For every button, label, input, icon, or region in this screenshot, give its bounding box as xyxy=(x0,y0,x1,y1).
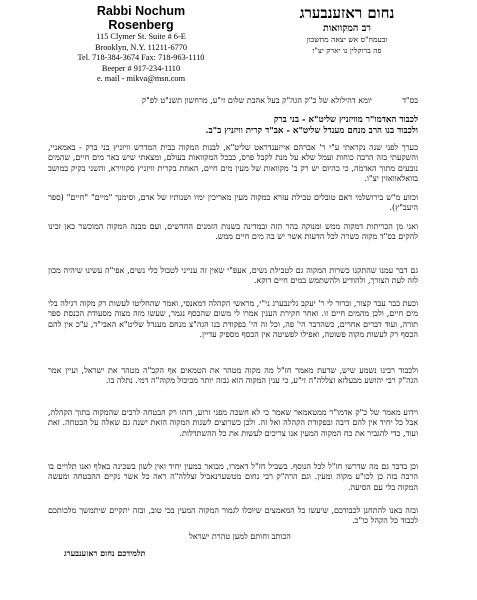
bsd-mark: בס"ד xyxy=(402,96,418,105)
body-paragraph xyxy=(48,506,418,527)
body-paragraph xyxy=(48,408,418,439)
paragraph-text: כערך לפני שנה נקראתי ע"י ר' אברהם אייזענדראט שליט"א, לבנות המקוה בבית המדרש וויזניץ בני ברק - באמאניי, והשקעתי בזה הרבה כוחות ועמל שלא על מנת לקבל פרס, כבכל המקוואות בעולם, ומצאתי שיש באר מים חיים, שהמים נובעים מתוך האדמה, כי כהיום יש רק ב' מקוואות של מעין מים חיים, האחת בקרית וויזניץ סקווירא, והשני בקיק במושב בוואלאוואזין יצ"ו. xyxy=(48,143,418,184)
paragraph-text: וכעת כבר עבר קצור, וברור לי ר' יעקב גלינבערג ני"י, מראשי הקהלה דמאנסי, ואמר שהחליטו לעשות רק מקוה רגילה בלי מים חיים, ולכן מהמים חיים זו. ואחר חקירת הענין אמרו לי משום שהכסף נגמר, שעשו מזה מצוה מסעודת הכנסת ספר תורה, ועוד דברים אחרים, כשהדבר הי' פה, וכל זה הי' בפקודת בנו הגה"צ מנחם מענדל שליט"א האבי"ד, ע"כ אין להם הכסף רק לעשות מקוה פשוטה, ואפילו לפשיטה אין הכסף מספיק עדיין. xyxy=(48,299,419,340)
letterhead-english-name: Rabbi Nochum Rosenberg xyxy=(96,4,186,32)
body-paragraph xyxy=(48,266,418,287)
body-paragraph xyxy=(48,143,418,185)
recipient-line: לכבוד האדמו"ר מוויזניץ שליט"א - בני ברק xyxy=(273,115,418,125)
body-paragraph xyxy=(48,299,418,341)
paragraph-text: גם דבר עמנו שהתקנו כשרות המקוה גם לטבילת נשים, אעפ"י שאין זה ענייני לטבול כלי נשים, אפי"ה עשינו שיהיה מכון לזה לעת הצורך, ולהודיע ולהשתמש במים חיים דוקא. xyxy=(48,266,418,286)
paragraph-text: וכזוע מ"ש בירושלמי דאם טובלים טבילת עזרא במקוה מעין מאריכין ימיו ושנותיו של אדם, וסימנך "מיים" "חיים" (ספר היעב"ץ). xyxy=(48,193,418,213)
letterhead-hebrew-title: רב המקוואות xyxy=(323,23,371,34)
letter-date: יומא דהילולא של כ"ק הגה"ק בעל אהבת שלום זי"ע, מרחשון תשנ"ט לפ"ק xyxy=(141,96,372,105)
paragraph-text: וידוע מאמר של כ"ק אדמו"ר ממטאמאר שאמר כי לא חשכה מפני זרוע, דזהו רק הבטחה לרבים שהמקוה בתוך הקהלה, אבל כל יחיד אין להם דיבה ובפקודת הקהלה ואל זה. ולכן כשרוצים לשנות המקוה הזאת ישנה גם שאלה על הבטחה. זאת ועוד, כדי להגביר את כח המקוה המעין אנו צריכים לעשות את כל ההשתדלות. xyxy=(48,408,418,438)
letterhead-hebrew-line: ובעמח"ס אש יצאה מחשבון xyxy=(306,35,388,44)
recipient-line: ולכבוד בנו הרב מנחם מענדל שליט"א - אב"ד קרית וויזניץ ב"ב. xyxy=(205,125,418,136)
paragraph-text: וכן בדבר גם מה שדרשו חז"ל לכל הנוסף. בשביל חז"ל דאמרו, מבואר במעין יחיד ואין לשון בשכינה באלף ואנו תלויים בו הרבה בזה כן לכו"ע מקוה ומעין. וגם הרה"ק רבי נחום מטשערנאביל זצללה"ה ראה כל אשר נקיים ההבטחה ומעשה המקוה בלי עם הסיעה. xyxy=(48,462,419,492)
body-paragraph xyxy=(48,193,418,214)
letterhead-phone-line: Tel. 718-384-3674 Fax: 718-963-1110 xyxy=(77,53,205,63)
letterhead-hebrew xyxy=(272,4,422,56)
closing-line: הכותב וחותם למען טהרת ישראל xyxy=(189,532,291,541)
letterhead-hebrew-line: פה ברוקלין נו יארק יצ"ו xyxy=(312,45,382,55)
body-paragraph xyxy=(48,366,418,387)
paragraph-text: ולכבוד רבינו נשמע שיש, שדעת מאמר חז"ל מה מקוה מטהר את הטמאים אף הקב"ה מטהר את ישראל, ועיין אמר הגה"ק רבי יהושע מבעלזא זצללה"ה זי"ע, כי ענין המקוה הוא גבוה יותר מכיכול מקוה"ה דמי. נתלה בו. xyxy=(48,366,418,386)
letterhead-beeper-line: Beeper # 917-234-1110 xyxy=(101,63,181,73)
body-paragraph xyxy=(48,222,418,243)
body-paragraph xyxy=(48,462,418,493)
letterhead-city-line: Brooklyn, N.Y. 11211-6770 xyxy=(94,42,188,52)
letterhead-hebrew-name: נחום ראזענבערג xyxy=(299,4,395,22)
letterhead-english xyxy=(66,4,216,85)
letterhead-email-line: e. mail - mikva@msn.com xyxy=(96,74,186,84)
signature: תלמידכם נחום ראזענבערג xyxy=(64,548,146,558)
paragraph-text: ובזה באנו להתחנן לכבודכם, שיעשו כל המאמצים שיוכלו לגמור המקוה המעין בכי טוב, ובזה יתקיים שיתמשך מלכותכם לכבוד כל הקהל כו"כ. xyxy=(48,506,418,526)
paragraph-text: ואני מן הכריתות דמקוה ממש ומנוקה בהר הזה ובמדינה בשנות הזמנים החדשים, ועם מבנה המקוה המוכשר כאן זכינו להקים בס"ד מקוה כשרה לכל הדעות אשר יש בה מים חיים ממש. xyxy=(48,222,418,242)
letterhead-address-line: 115 Clymer St. Suite # 6-E xyxy=(96,32,186,41)
recipient-block xyxy=(58,115,418,136)
